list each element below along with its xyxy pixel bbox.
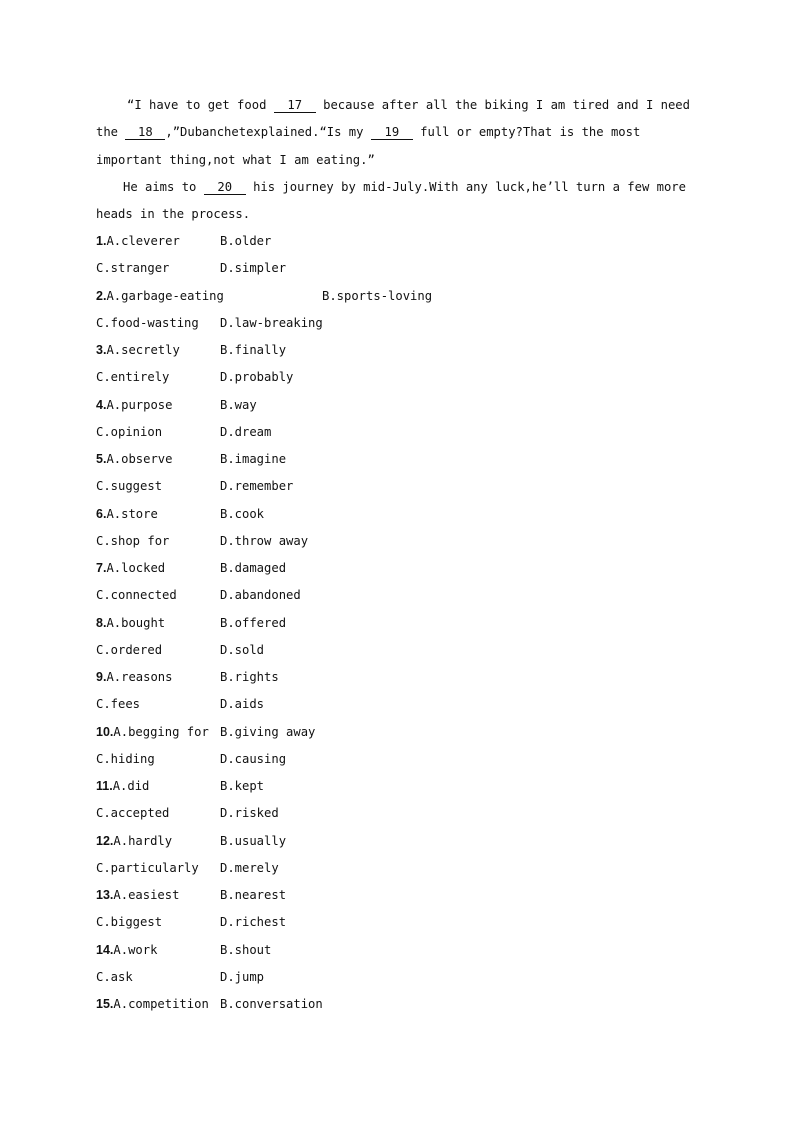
question-number: 12. [96, 833, 114, 848]
option-d: D.probably [220, 370, 294, 385]
option-a [96, 610, 165, 637]
passage-paragraph-2 [96, 174, 686, 229]
option-a [96, 664, 172, 691]
option-b: B.offered [220, 615, 287, 630]
question-number: 3. [96, 343, 107, 357]
option-a-text: A.garbage-eating [106, 288, 224, 303]
option-a-text: A.bought [106, 615, 166, 630]
option-c: C.stranger [96, 261, 170, 276]
option-b: B.sports-loving [322, 288, 433, 303]
option-b: B.damaged [220, 561, 287, 575]
passage-text: “I have to get food [127, 98, 267, 112]
passage-text: heads in the process. [96, 207, 251, 222]
passage-line [96, 201, 676, 228]
passage-line [96, 92, 690, 119]
question-number: 14. [96, 942, 114, 957]
passage-paragraph-1 [96, 92, 690, 174]
option-a-text: A.begging for [113, 724, 209, 739]
option-b: B.older [220, 234, 272, 248]
option-a [96, 937, 157, 964]
option-a-text: A.work [113, 942, 158, 957]
option-a-text: A.did [112, 779, 150, 793]
passage-text: because after all the biking I am tired and I need [323, 98, 690, 112]
question-number: 9. [96, 670, 107, 684]
option-b: B.shout [220, 942, 272, 957]
option-a [96, 828, 172, 855]
question-number: 7. [96, 561, 107, 575]
passage-text: full or empty?That is the most [420, 125, 641, 140]
option-a [96, 446, 172, 473]
option-a [96, 882, 179, 909]
option-d: D.richest [220, 915, 287, 930]
option-a-text: A.observe [106, 452, 173, 466]
option-a-text: A.purpose [106, 397, 173, 412]
option-a-text: A.hardly [113, 833, 173, 848]
option-a [96, 719, 209, 746]
option-a [96, 392, 172, 419]
blank-20: 20 [204, 180, 246, 195]
option-b: B.imagine [220, 452, 287, 466]
option-a [96, 555, 165, 582]
blank-19: 19 [371, 125, 413, 140]
passage-line [96, 147, 676, 174]
option-d: D.risked [220, 806, 279, 821]
question-number: 11. [96, 779, 113, 793]
option-c: C.ordered [96, 642, 163, 657]
option-b: B.rights [220, 670, 279, 684]
option-a-text: A.easiest [113, 888, 180, 902]
option-c: C.shop for [96, 533, 170, 548]
question-number: 1. [96, 234, 107, 248]
option-d: D.merely [220, 860, 279, 875]
question-number: 13. [96, 888, 114, 902]
option-a [96, 337, 180, 364]
option-b: B.nearest [220, 888, 287, 902]
option-d: D.dream [220, 424, 272, 439]
option-d: D.remember [220, 479, 294, 494]
passage-line [96, 119, 676, 146]
option-d: D.causing [220, 751, 287, 766]
blank-17: 17 [274, 98, 316, 113]
option-a [96, 991, 209, 1018]
option-c: C.fees [96, 697, 141, 712]
option-a [96, 228, 180, 255]
option-d: D.aids [220, 697, 265, 712]
passage-text: the [96, 125, 119, 140]
option-d: D.law-breaking [220, 315, 323, 330]
question-number: 6. [96, 506, 107, 521]
option-b: B.giving away [220, 724, 316, 739]
passage-text: important thing,not what I am eating.” [96, 152, 375, 167]
question-number: 8. [96, 615, 107, 630]
option-c: C.biggest [96, 915, 163, 930]
question-number: 2. [96, 288, 107, 303]
option-b: B.way [220, 397, 257, 412]
option-b: B.usually [220, 833, 287, 848]
option-a-text: A.locked [106, 561, 166, 575]
passage-text: his journey by mid-July.With any luck,he’ll turn a few more [253, 180, 686, 194]
option-a-text: A.store [106, 506, 158, 521]
option-c: C.entirely [96, 370, 170, 385]
passage-text: ,”Dubanchetexplained.“Is my [165, 125, 364, 140]
option-a [96, 501, 158, 528]
option-c: C.accepted [96, 806, 170, 821]
question-number: 5. [96, 452, 107, 466]
option-a-text: A.competition [113, 997, 209, 1011]
passage-text: He aims to [123, 180, 197, 194]
passage-line [96, 174, 686, 201]
question-number: 4. [96, 397, 107, 412]
option-a-text: A.secretly [106, 343, 180, 357]
option-d: D.simpler [220, 261, 287, 276]
question-number: 15. [96, 997, 114, 1011]
option-b: B.finally [220, 343, 287, 357]
option-b: B.conversation [220, 997, 323, 1011]
option-d: D.throw away [220, 533, 309, 548]
blank-18: 18 [125, 125, 165, 140]
option-b: B.kept [220, 779, 265, 793]
option-a [96, 773, 149, 800]
question-number: 10. [96, 724, 114, 739]
option-d: D.jump [220, 969, 265, 984]
option-c: C.hiding [96, 751, 155, 766]
option-a-text: A.reasons [106, 670, 173, 684]
option-c: C.food-wasting [96, 315, 199, 330]
option-c: C.connected [96, 588, 177, 603]
option-c: C.particularly [96, 860, 199, 875]
option-b: B.cook [220, 506, 265, 521]
option-c: C.suggest [96, 479, 163, 494]
option-d: D.abandoned [220, 588, 301, 603]
option-a [96, 283, 224, 310]
option-d: D.sold [220, 642, 265, 657]
option-c: C.opinion [96, 424, 163, 439]
option-c: C.ask [96, 969, 133, 984]
option-a-text: A.cleverer [106, 234, 180, 248]
